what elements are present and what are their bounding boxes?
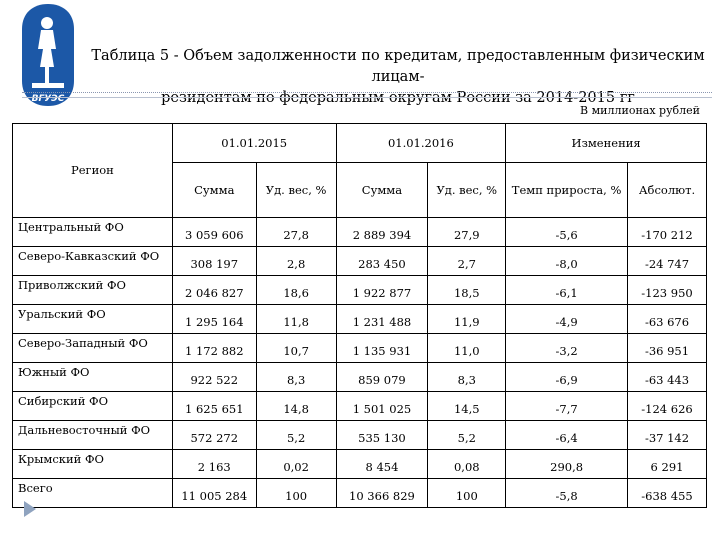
period1-header: 01.01.2015 <box>172 124 336 163</box>
value-cell: 2 046 827 <box>172 275 256 304</box>
value-cell: 27,8 <box>256 217 336 246</box>
page-title <box>88 46 708 109</box>
value-cell: -4,9 <box>506 304 628 333</box>
column-header: Сумма <box>336 162 428 217</box>
value-cell: 859 079 <box>336 362 428 391</box>
value-cell: 2 163 <box>172 449 256 478</box>
column-header: Абсолют. <box>628 162 707 217</box>
title-line-2: резидентам по федеральным округам России за 2014-2015 гг <box>161 90 635 106</box>
value-cell: 8,3 <box>428 362 506 391</box>
value-cell: -7,7 <box>506 391 628 420</box>
header-divider <box>22 97 712 98</box>
value-cell: 11,9 <box>428 304 506 333</box>
changes-header: Изменения <box>506 124 707 163</box>
header-divider <box>22 92 712 93</box>
value-cell: 11,0 <box>428 333 506 362</box>
table-row <box>13 217 707 246</box>
value-cell: -24 747 <box>628 246 707 275</box>
value-cell: 0,08 <box>428 449 506 478</box>
table-row <box>13 333 707 362</box>
value-cell: 14,5 <box>428 391 506 420</box>
value-cell: 1 501 025 <box>336 391 428 420</box>
value-cell: -63 443 <box>628 362 707 391</box>
value-cell: 100 <box>428 478 506 507</box>
value-cell: 1 231 488 <box>336 304 428 333</box>
value-cell: 922 522 <box>172 362 256 391</box>
value-cell: 8 454 <box>336 449 428 478</box>
region-cell: Центральный ФО <box>13 217 173 246</box>
value-cell: 0,02 <box>256 449 336 478</box>
value-cell: 2 889 394 <box>336 217 428 246</box>
value-cell: 6 291 <box>628 449 707 478</box>
table-row <box>13 275 707 304</box>
value-cell: 1 172 882 <box>172 333 256 362</box>
value-cell: 18,6 <box>256 275 336 304</box>
table-row <box>13 362 707 391</box>
value-cell: 1 922 877 <box>336 275 428 304</box>
table-row <box>13 449 707 478</box>
region-cell: Приволжский ФО <box>13 275 173 304</box>
value-cell: 535 130 <box>336 420 428 449</box>
region-cell: Всего <box>13 478 173 507</box>
value-cell: 5,2 <box>256 420 336 449</box>
region-cell: Крымский ФО <box>13 449 173 478</box>
value-cell: 1 625 651 <box>172 391 256 420</box>
value-cell: 11,8 <box>256 304 336 333</box>
value-cell: 290,8 <box>506 449 628 478</box>
value-cell: 18,5 <box>428 275 506 304</box>
table-row <box>13 420 707 449</box>
value-cell: 283 450 <box>336 246 428 275</box>
value-cell: 2,8 <box>256 246 336 275</box>
value-cell: -6,9 <box>506 362 628 391</box>
column-header: Уд. вес, % <box>256 162 336 217</box>
value-cell: 10,7 <box>256 333 336 362</box>
value-cell: -37 142 <box>628 420 707 449</box>
value-cell: 8,3 <box>256 362 336 391</box>
region-cell: Северо-Кавказский ФО <box>13 246 173 275</box>
table-row <box>13 391 707 420</box>
value-cell: 14,8 <box>256 391 336 420</box>
region-cell: Южный ФО <box>13 362 173 391</box>
table-row <box>13 478 707 507</box>
value-cell: 100 <box>256 478 336 507</box>
value-cell: 3 059 606 <box>172 217 256 246</box>
credit-debt-table <box>12 123 707 508</box>
value-cell: 572 272 <box>172 420 256 449</box>
region-cell: Северо-Западный ФО <box>13 333 173 362</box>
title-line-1: Таблица 5 - Объем задолженности по кредитам, предоставленным физическим лицам- <box>91 48 705 85</box>
svg-text:ВГУЭС: ВГУЭС <box>31 94 65 104</box>
region-cell: Сибирский ФО <box>13 391 173 420</box>
value-cell: -123 950 <box>628 275 707 304</box>
value-cell: -5,6 <box>506 217 628 246</box>
table-row <box>13 246 707 275</box>
region-header: Регион <box>13 124 173 218</box>
region-cell: Уральский ФО <box>13 304 173 333</box>
value-cell: -170 212 <box>628 217 707 246</box>
column-header: Темп прироста, % <box>506 162 628 217</box>
value-cell: 2,7 <box>428 246 506 275</box>
value-cell: -638 455 <box>628 478 707 507</box>
value-cell: 10 366 829 <box>336 478 428 507</box>
value-cell: -8,0 <box>506 246 628 275</box>
column-header: Сумма <box>172 162 256 217</box>
value-cell: 1 295 164 <box>172 304 256 333</box>
region-cell: Дальневосточный ФО <box>13 420 173 449</box>
value-cell: 27,9 <box>428 217 506 246</box>
table-header-row <box>13 124 707 163</box>
value-cell: 1 135 931 <box>336 333 428 362</box>
value-cell: -36 951 <box>628 333 707 362</box>
column-header: Уд. вес, % <box>428 162 506 217</box>
value-cell: -6,1 <box>506 275 628 304</box>
value-cell: 308 197 <box>172 246 256 275</box>
period2-header: 01.01.2016 <box>336 124 506 163</box>
value-cell: -6,4 <box>506 420 628 449</box>
next-slide-arrow-icon[interactable] <box>24 501 36 517</box>
value-cell: -63 676 <box>628 304 707 333</box>
table-row <box>13 304 707 333</box>
units-caption: В миллионах рублей <box>580 104 700 117</box>
value-cell: -3,2 <box>506 333 628 362</box>
value-cell: -5,8 <box>506 478 628 507</box>
value-cell: 5,2 <box>428 420 506 449</box>
value-cell: -124 626 <box>628 391 707 420</box>
value-cell: 11 005 284 <box>172 478 256 507</box>
